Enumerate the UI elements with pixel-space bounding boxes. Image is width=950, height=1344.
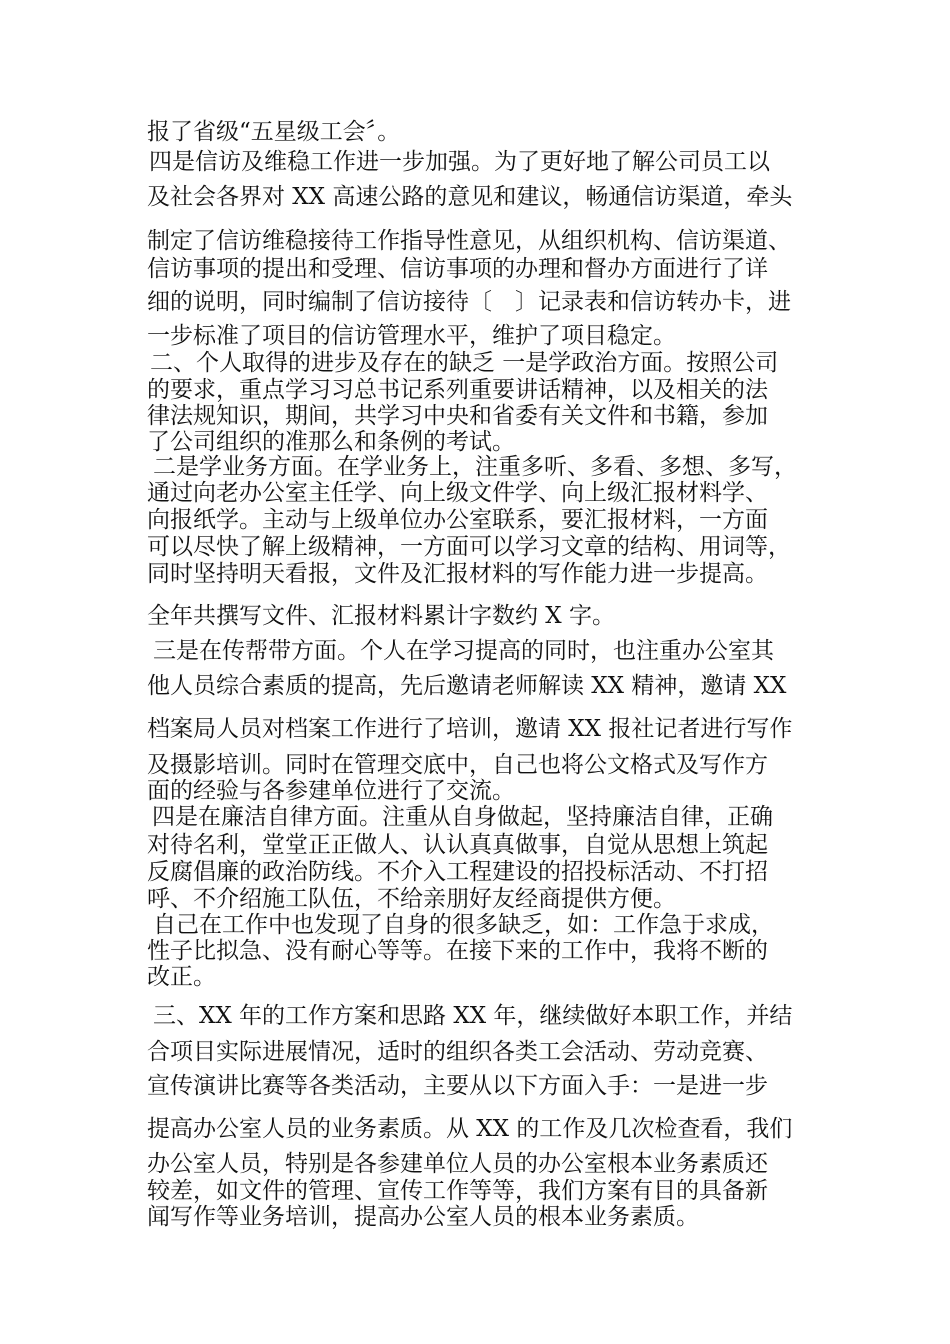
text-line: 四是在廉洁自律方面。注重从自身做起，坚持廉洁自律，正确 [152, 804, 773, 830]
text-line: 性子比拟急、没有耐心等等。在接下来的工作中，我将不断的 [147, 938, 768, 964]
text-line: 通过向老办公室主任学、向上级文件学、向上级汇报材料学、 [147, 480, 768, 506]
text-line: 及摄影培训。同时在管理交底中，自己也将公文格式及写作方 [147, 752, 768, 778]
text-line: 他人员综合素质的提高，先后邀请老师解读 XX 精神，邀请 XX [147, 673, 787, 699]
text-line: 全年共撰写文件、汇报材料累计字数约 X 字。 [147, 603, 615, 629]
text-line: 反腐倡廉的政治防线。不介入工程建设的招投标活动、不打招 [147, 859, 768, 885]
text-line: 闻写作等业务培训，提高办公室人员的根本业务素质。 [147, 1204, 699, 1230]
text-line: 报了省级“五星级工会〞。 [147, 119, 401, 145]
text-line: 对待名利，堂堂正正做人、认认真真做事，自觉从思想上筑起 [147, 832, 768, 858]
text-line: 向报纸学。主动与上级单位办公室联系，要汇报材料，一方面 [147, 507, 768, 533]
text-line: 办公室人员，特别是各参建单位人员的办公室根本业务素质还 [147, 1151, 768, 1177]
text-line: 档案局人员对档案工作进行了培训，邀请 XX 报社记者进行写作 [147, 716, 793, 742]
text-line: 了公司组织的准那么和条例的考试。 [147, 429, 515, 455]
text-line: 律法规知识，期间，共学习中央和省委有关文件和书籍，参加 [147, 403, 768, 429]
text-line: 细的说明，同时编制了信访接待〔 〕记录表和信访转办卡，进 [147, 289, 791, 315]
text-line: 及社会各界对 XX 高速公路的意见和建议，畅通信访渠道，牵头 [147, 184, 793, 210]
text-line: 二、个人取得的进步及存在的缺乏 一是学政治方面。按照公司 [150, 350, 779, 376]
text-line: 同时坚持明天看报，文件及汇报材料的写作能力进一步提高。 [147, 561, 768, 587]
text-line: 合项目实际进展情况，适时的组织各类工会活动、劳动竞赛、 [147, 1039, 768, 1065]
text-line: 三、XX 年的工作方案和思路 XX 年，继续做好本职工作，并结 [153, 1003, 793, 1029]
text-line: 呼、不介绍施工队伍，不给亲朋好友经商提供方便。 [147, 886, 676, 912]
text-line: 可以尽快了解上级精神，一方面可以学习文章的结构、用词等， [147, 534, 791, 560]
text-line: 二是学业务方面。在学业务上，注重多听、多看、多想、多写， [153, 454, 797, 480]
text-line: 信访事项的提出和受理、信访事项的办理和督办方面进行了详 [147, 256, 768, 282]
text-line: 较差，如文件的管理、宣传工作等等，我们方案有目的具备新 [147, 1178, 768, 1204]
text-line: 三是在传帮带方面。个人在学习提高的同时，也注重办公室其 [153, 638, 774, 664]
text-line: 的要求，重点学习习总书记系列重要讲话精神，以及相关的法 [147, 377, 768, 403]
text-line: 宣传演讲比赛等各类活动，主要从以下方面入手：一是进一步 [147, 1073, 768, 1099]
text-line: 四是信访及维稳工作进一步加强。为了更好地了解公司员工以 [149, 149, 770, 175]
text-line: 面的经验与各参建单位进行了交流。 [147, 778, 515, 804]
text-line: 一步标准了项目的信访管理水平，维护了项目稳定。 [147, 323, 676, 349]
text-line: 制定了信访维稳接待工作指导性意见，从组织机构、信访渠道、 [147, 228, 791, 254]
text-line: 改正。 [147, 964, 216, 990]
text-line: 提高办公室人员的业务素质。从 XX 的工作及几次检查看，我们 [147, 1116, 793, 1142]
text-line: 自己在工作中也发现了自身的很多缺乏，如：工作急于求成， [153, 912, 774, 938]
